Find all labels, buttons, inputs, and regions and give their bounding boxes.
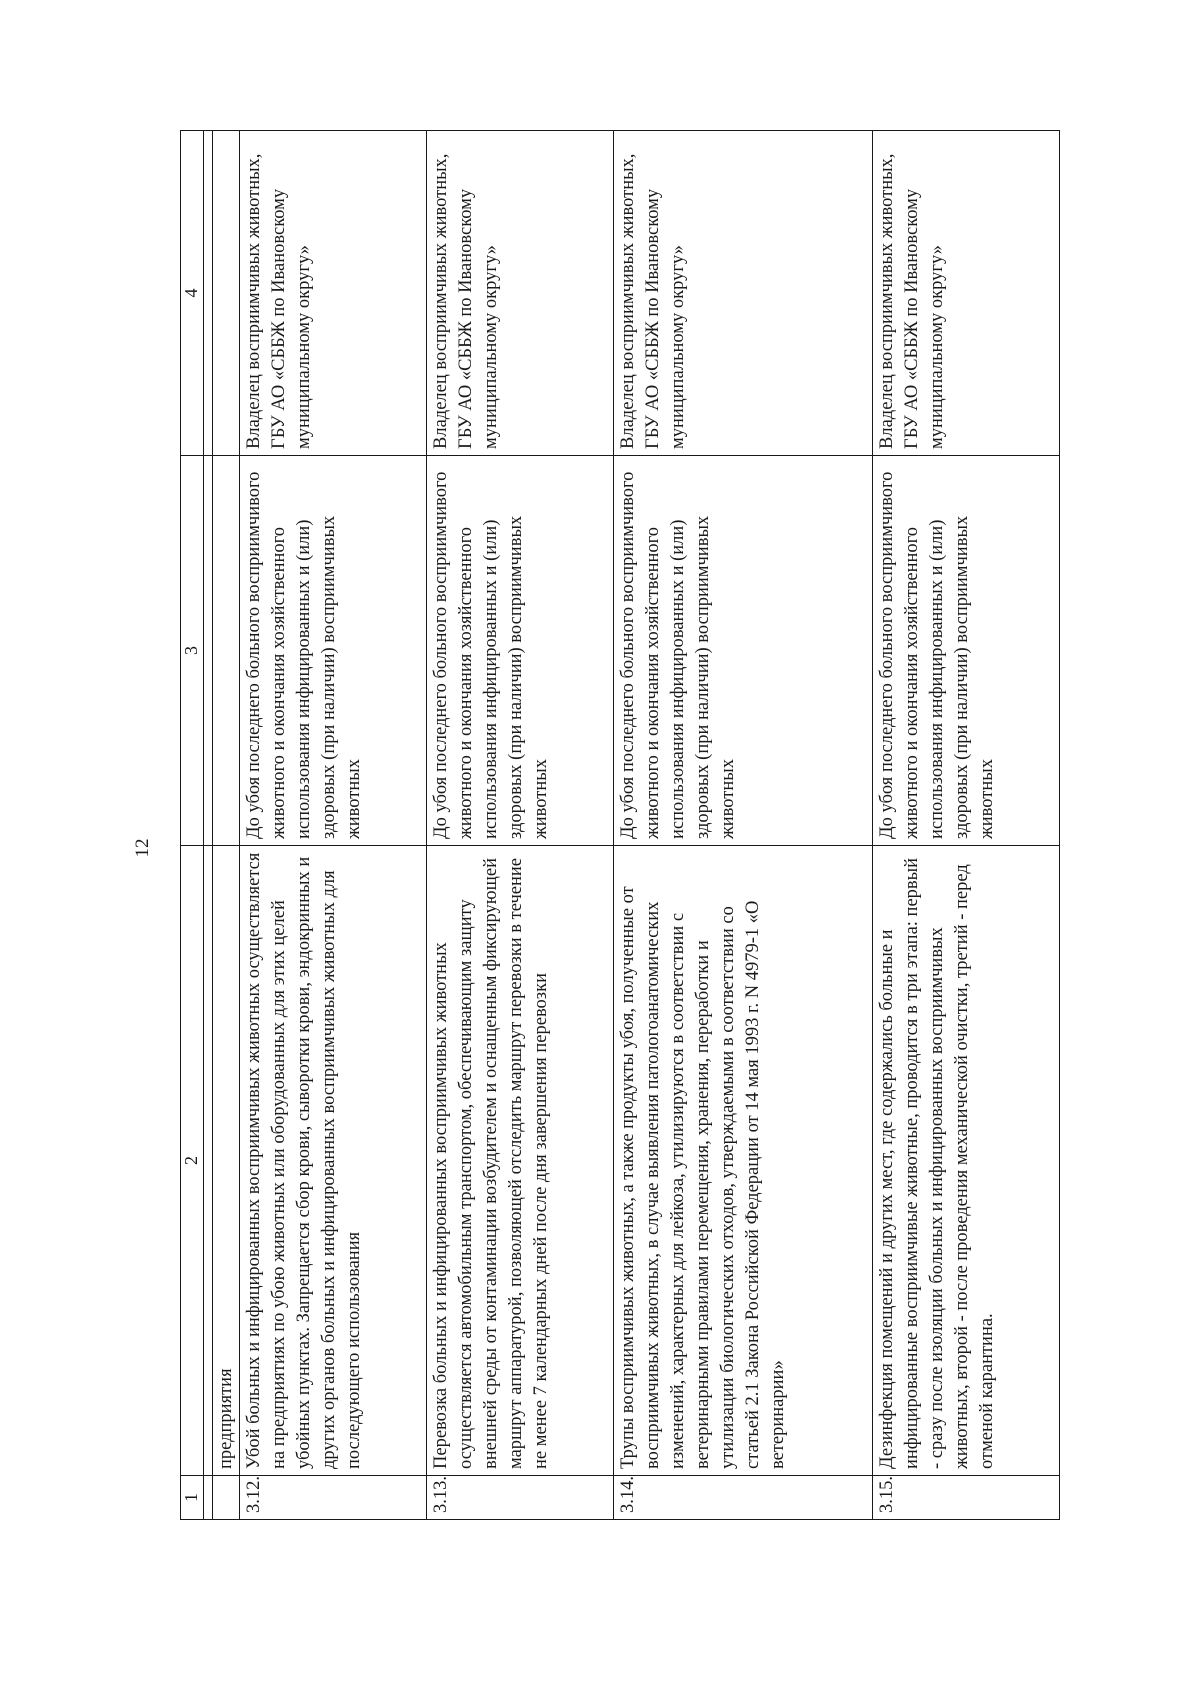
continuation-cell: предприятия xyxy=(213,846,240,1476)
page-number: 12 xyxy=(132,838,153,858)
spacer-cell xyxy=(204,456,213,846)
table-row xyxy=(240,131,427,1520)
header-cell: 3 xyxy=(181,456,204,846)
action-cell: Перевозка больных и инфицированных восприимчивых животных осуществляется автомобильным транспортом, обеспечивающим защиту внешней среды от контаминации возбудителем и оснащенным фиксирующей маршрут аппаратурой, позволяющей отследить маршрут перевозки в течение не менее 7 календарных дней после дня завершения перевозки xyxy=(427,846,614,1476)
action-cell: Убой больных и инфицированных восприимчивых животных осуществляется на предприятиях по убою животных или оборудованных для этих целей убойных пунктах. Запрещается сбор крови, сыворотки крови, эндокринных и других органов больных и инфицированных восприимчивых животных для последующего использования xyxy=(240,846,427,1476)
num-cell: 3.15. xyxy=(872,1476,1059,1520)
term-cell: До убоя последнего больного восприимчивого животного и окончания хозяйственного использования инфицированных и (или) здоровых (при наличии) восприимчивых животных xyxy=(614,456,873,846)
term-cell: До убоя последнего больного восприимчивого животного и окончания хозяйственного использования инфицированных и (или) здоровых (при наличии) восприимчивых животных xyxy=(427,456,614,846)
term-cell: До убоя последнего больного восприимчивого животного и окончания хозяйственного использования инфицированных и (или) здоровых (при наличии) восприимчивых животных xyxy=(240,456,427,846)
header-cell: 4 xyxy=(181,131,204,456)
num-cell xyxy=(213,1476,240,1520)
responsible-cell xyxy=(213,131,240,456)
action-cell: Дезинфекция помещений и других мест, где содержались больные и инфицированные восприимчивые животные, проводится в три этапа: первый - сразу после изоляции больных и инфицированных восприимчивых животных, второй - после проведения механической очистки, третий - перед отменой карантина. xyxy=(872,846,1059,1476)
measures-table xyxy=(180,130,1060,1520)
responsible-cell: Владелец восприимчивых животных, ГБУ АО «СББЖ по Ивановскому муниципальному округу» xyxy=(427,131,614,456)
term-cell xyxy=(213,456,240,846)
num-cell: 3.13. xyxy=(427,1476,614,1520)
table-row xyxy=(872,131,1059,1520)
table-row xyxy=(614,131,873,1520)
responsible-cell: Владелец восприимчивых животных, ГБУ АО «СББЖ по Ивановскому муниципальному округу» xyxy=(240,131,427,456)
spacer-cell xyxy=(204,1476,213,1520)
header-cell: 1 xyxy=(181,1476,204,1520)
responsible-cell: Владелец восприимчивых животных, ГБУ АО «СББЖ по Ивановскому муниципальному округу» xyxy=(614,131,873,456)
header-cell: 2 xyxy=(181,846,204,1476)
table-spacer-row xyxy=(204,131,213,1520)
num-cell: 3.12. xyxy=(240,1476,427,1520)
spacer-cell xyxy=(204,846,213,1476)
term-cell: До убоя последнего больного восприимчивого животного и окончания хозяйственного использования инфицированных и (или) здоровых (при наличии) восприимчивых животных xyxy=(872,456,1059,846)
action-cell: Трупы восприимчивых животных, а также продукты убоя, полученные от восприимчивых животных, в случае выявления патологоанатомических изменений, характерных для лейкоза, утилизируются в соответствии с ветеринарными правилами перемещения, хранения, переработки и утилизации биологических отходов, утверждаемыми в соответствии со статьей 2.1 Закона Российской Федерации от 14 мая 1993 г. N 4979-1 «О ветеринарии» xyxy=(614,846,873,1476)
rotated-table-container xyxy=(180,130,1060,1520)
num-cell: 3.14. xyxy=(614,1476,873,1520)
table-row xyxy=(427,131,614,1520)
responsible-cell: Владелец восприимчивых животных, ГБУ АО «СББЖ по Ивановскому муниципальному округу» xyxy=(872,131,1059,456)
spacer-cell xyxy=(204,131,213,456)
table-header-row xyxy=(181,131,204,1520)
table-continuation-row xyxy=(213,131,240,1520)
